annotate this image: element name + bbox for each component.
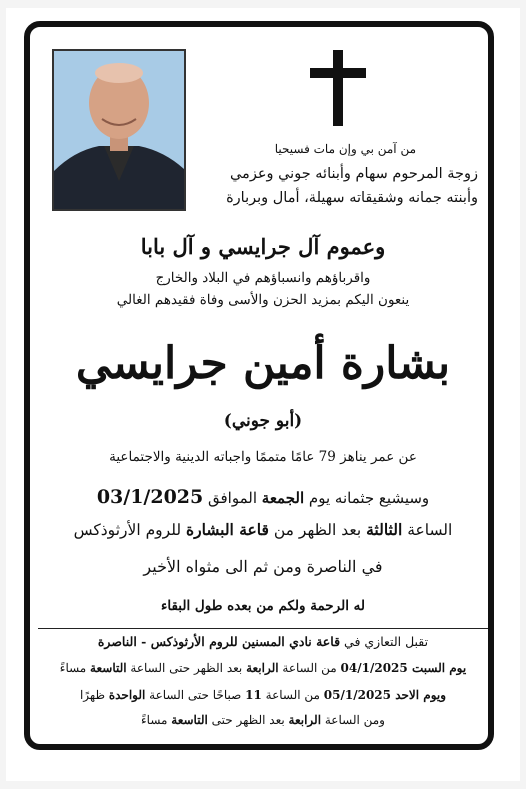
funeral-date: 03/1/2025 [96, 486, 204, 508]
header-line-1: زوجة المرحوم سهام وأبنائه جوني وعزمي [229, 166, 478, 182]
cross-icon [310, 50, 366, 126]
condolence-hour: الرابعة [288, 713, 322, 727]
condolence-text: من الساعة [261, 688, 324, 702]
relatives-line: واقرباؤهم وانسباؤهم في البلاد والخارج [155, 270, 371, 286]
funeral-text: بعد الظهر من [268, 521, 367, 539]
funeral-line-3: في الناصرة ومن ثم الى مثواه الأخير [143, 557, 383, 576]
funeral-text: للروم الأرثوذكس [73, 521, 186, 539]
header-line-2: وأبنته جمانه وشقيقاته سهيلة، أمال وبربارة [226, 190, 478, 206]
funeral-day: الجمعة [261, 489, 305, 507]
condolence-text: ظهرًا [79, 688, 109, 702]
verse-text: من آمن بي وإن مات فسيحيا [274, 142, 416, 156]
families-line: وعموم آل جرايسي و آل بابا [140, 234, 386, 259]
condolence-hour: الواحدة [108, 688, 146, 702]
condolence-day: يوم السبت [411, 661, 467, 675]
condolence-text: من الساعة [278, 661, 341, 675]
condolence-date: 05/1/2025 [323, 688, 396, 702]
condolence-line-2 [0, 661, 526, 675]
deceased-name: بشارة أمين جرايسي [75, 338, 451, 389]
condolence-line-4 [0, 713, 526, 727]
age-line: عن عمر يناهز 79 عامًا متممًا واجباته الدينية والاجتماعية [109, 449, 417, 465]
condolence-line-3 [0, 688, 526, 702]
funeral-text: الساعة [402, 521, 453, 539]
condolence-text: صباحًا حتى الساعة [145, 688, 246, 702]
condolence-text: تقبل التعازي في [340, 634, 429, 649]
announce-line: ينعون اليكم بمزيد الحزن والأسى وفاة فقيدهم الغالي [116, 292, 410, 308]
closing-line: له الرحمة ولكم من بعده طول البقاء [160, 598, 366, 614]
portrait-photo [52, 49, 186, 211]
funeral-line-1 [0, 486, 526, 508]
funeral-text: الموافق [203, 489, 262, 507]
condolence-hour: التاسعة [90, 661, 127, 675]
condolence-text: ومن الساعة [321, 713, 385, 727]
funeral-line-2 [0, 520, 526, 539]
nickname: (أبو جوني) [223, 411, 303, 431]
condolence-hall: قاعة نادي المسنين للروم الأرثوذكس - الناصرة [97, 634, 341, 649]
condolence-date: 04/1/2025 [340, 661, 412, 675]
condolence-hour: التاسعة [171, 713, 208, 727]
funeral-hall: قاعة البشارة [185, 520, 269, 539]
condolence-hour: الرابعة [246, 661, 279, 675]
condolence-text: مساءً [141, 713, 172, 727]
funeral-text: وسيشيع جثمانه يوم [304, 489, 430, 507]
condolence-day: ويوم الاحد [395, 688, 447, 702]
condolence-line-1 [0, 634, 526, 649]
condolence-text: بعد الظهر حتى [207, 713, 289, 727]
section-divider [38, 628, 488, 629]
condolence-hour: 11 [245, 688, 262, 702]
funeral-hour: الثالثة [366, 520, 403, 539]
condolence-text: مساءً [59, 661, 91, 675]
condolence-text: بعد الظهر حتى الساعة [126, 661, 247, 675]
